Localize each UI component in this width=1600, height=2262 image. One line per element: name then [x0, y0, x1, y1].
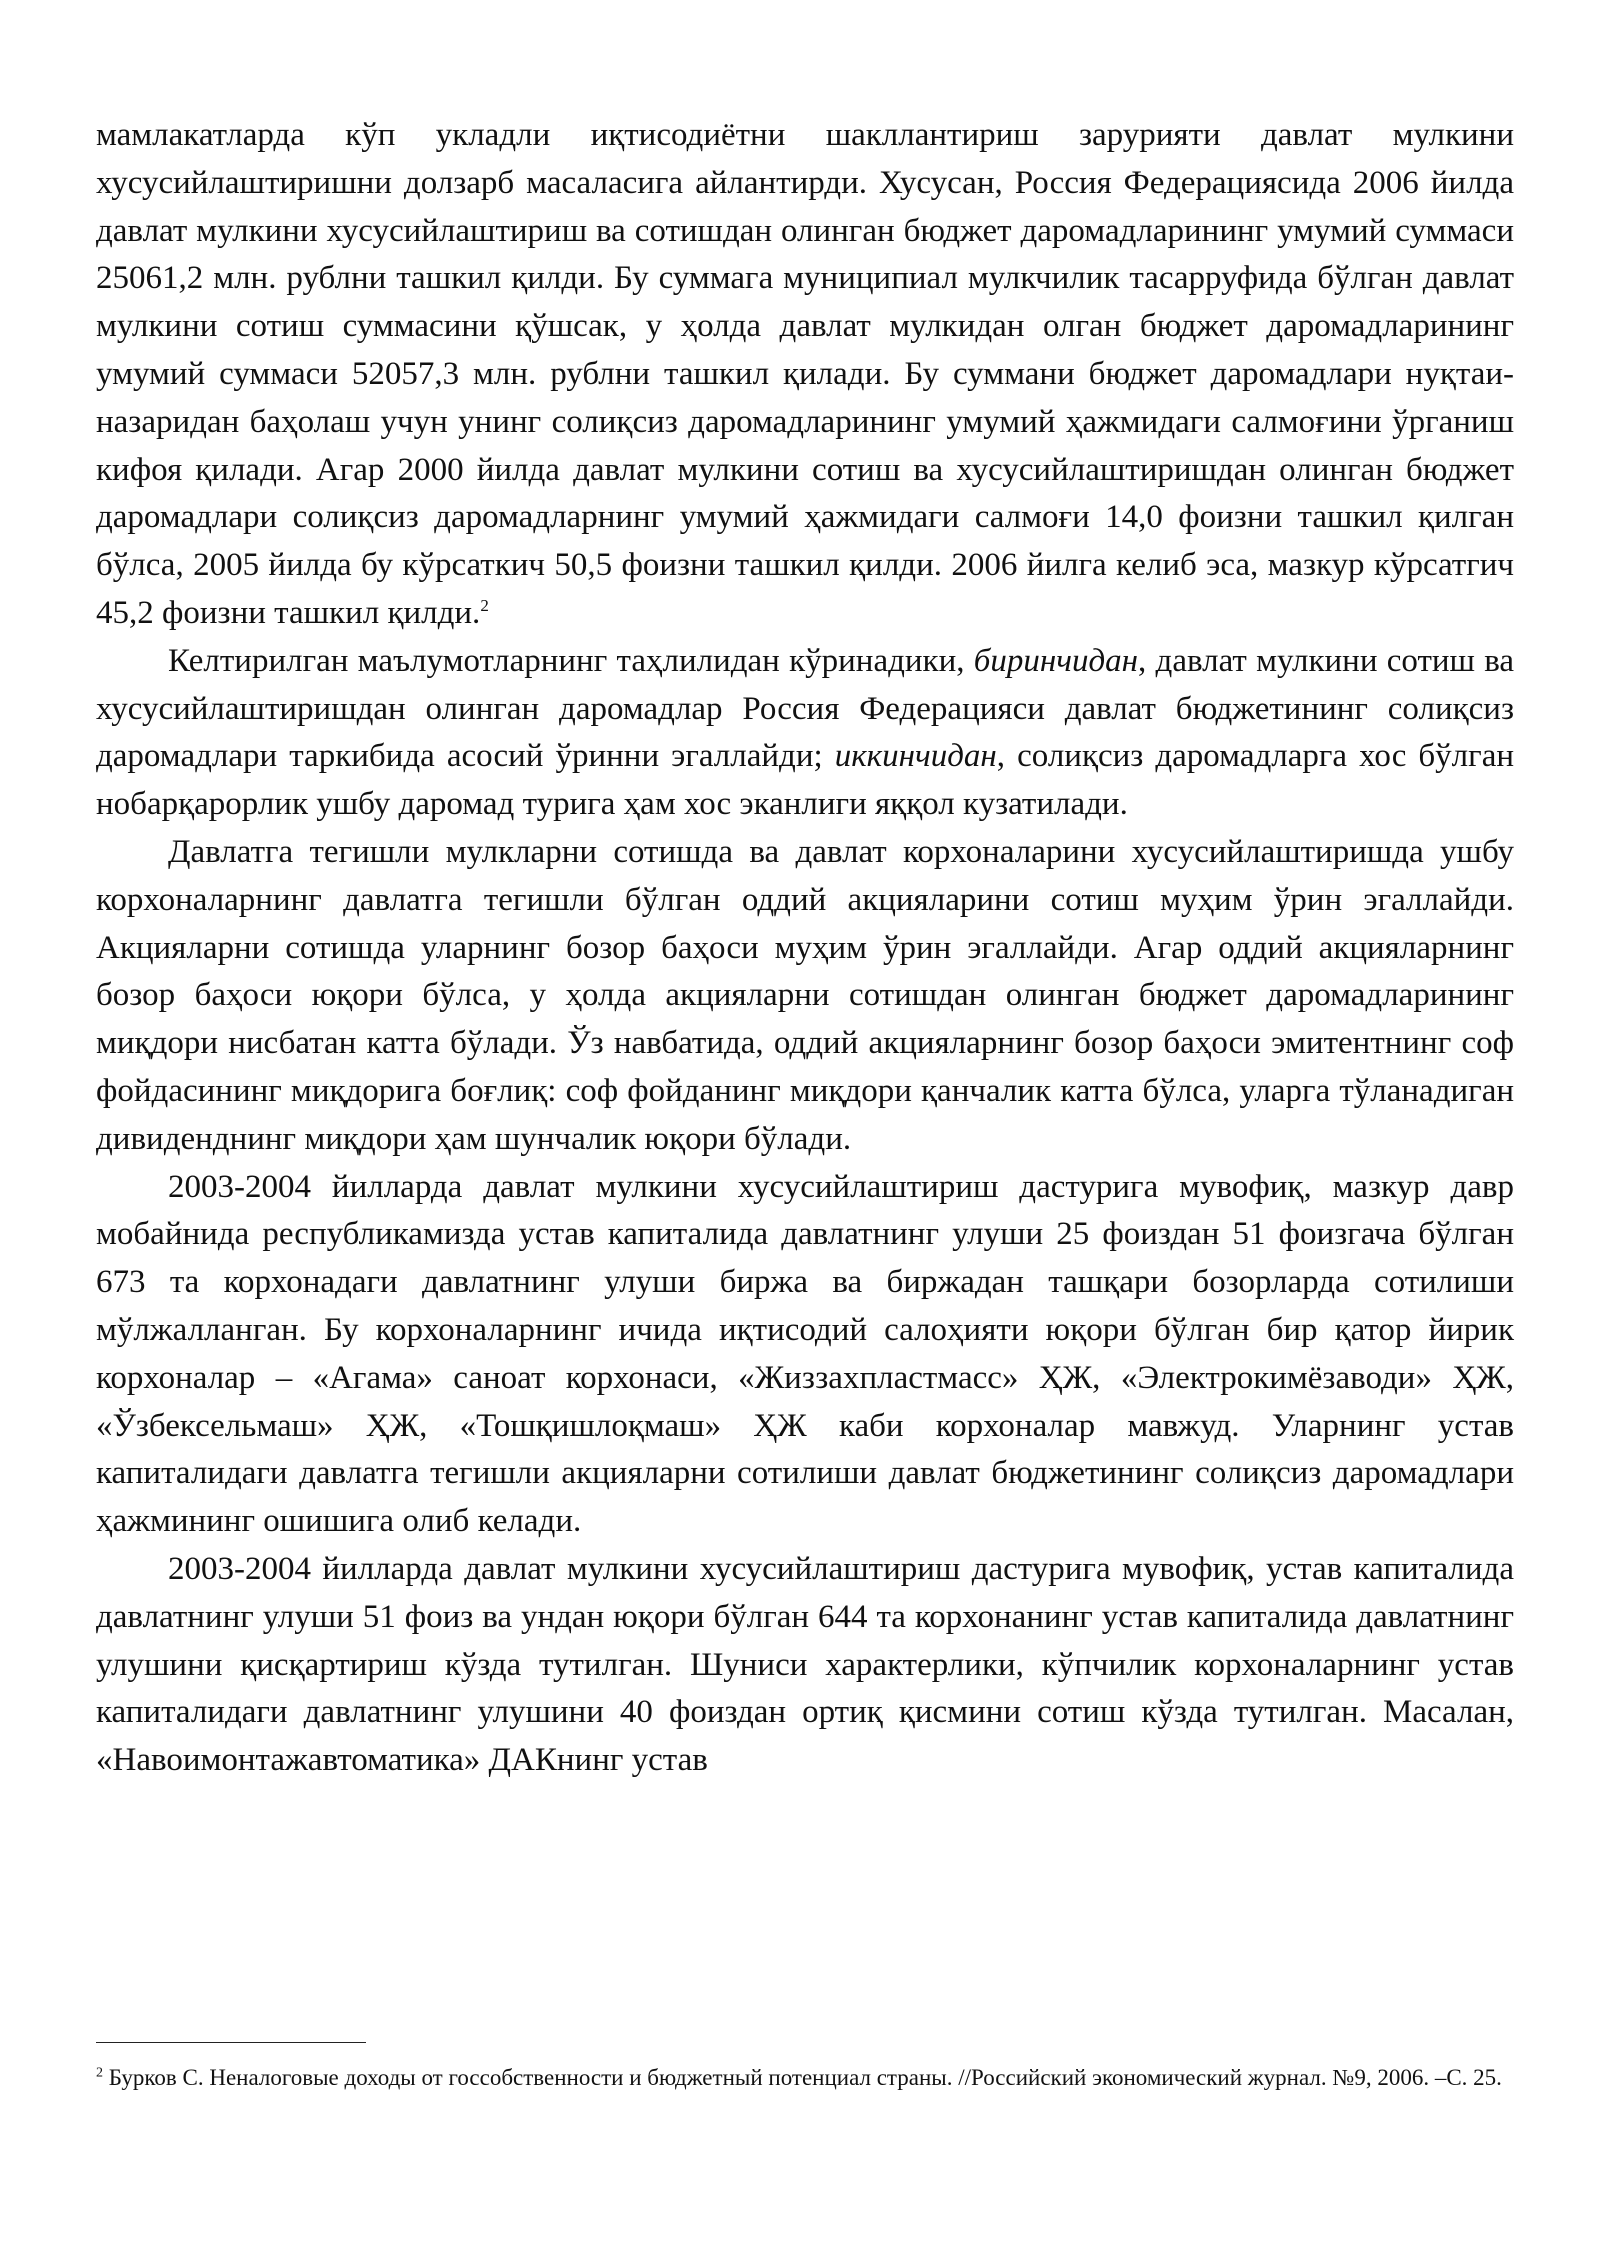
paragraph-5	[96, 1546, 1514, 1785]
footnote-separator	[96, 2042, 366, 2043]
document-body	[96, 112, 1514, 1785]
paragraph-3-text: Давлатга тегишли мулкларни сотишда ва давлат корхоналарини хусусийлаштиришда ушбу корхоналарнинг давлатга тегишли бўлган оддий акцияларини сотиш муҳим ўрин эгаллайди. Акцияларни сотишда уларнинг бозор баҳоси муҳим ўрин эгаллайди. Агар оддий акцияларнинг бозор баҳоси юқори бўлса, у ҳолда акцияларни сотишдан олинган бюджет даромадларининг миқдори нисбатан катта бўлади. Ўз навбатида, оддий акцияларнинг бозор баҳоси эмитентнинг соф фойдасининг миқдорига боғлиқ: соф фойданинг миқдори қанчалик катта бўлса, уларга тўланадиган дивиденднинг миқдори ҳам шунчалик юқори бўлади.	[96, 833, 1514, 1157]
paragraph-1-text: мамлакатларда кўп укладли иқтисодиётни шакллантириш зарурияти давлат мулкини хусусийлаштиришни долзарб масаласига айлантирди. Хусусан, Россия Федерациясида 2006 йилда давлат мулкини хусусийлаштириш ва сотишдан олинган бюджет даромадларининг умумий суммаси 25061,2 млн. рублни ташкил қилди. Бу суммага муниципиал мулкчилик тасарруфида бўлган давлат мулкини сотиш суммасини қўшсак, у ҳолда давлат мулкидан олган бюджет даромадларининг умумий суммаси 52057,3 млн. рублни ташкил қилади. Бу суммани бюджет даромадлари нуқтаи-назаридан баҳолаш учун унинг солиқсиз даромадларининг умумий ҳажмидаги салмоғини ўрганиш кифоя қилади. Агар 2000 йилда давлат мулкини сотиш ва хусусийлаштиришдан олинган бюджет даромадлари солиқсиз даромадларнинг умумий ҳажмидаги салмоғи 14,0 фоизни ташкил қилган бўлса, 2005 йилда бу кўрсаткич 50,5 фоизни ташкил қилди. 2006 йилга келиб эса, мазкур кўрсатгич 45,2 фоизни ташкил қилди.	[96, 117, 1514, 631]
footnote-text: Бурков С. Неналоговые доходы от госсобственности и бюджетный потенциал страны. //Российский экономический журнал. №9, 2006. –С. 25.	[103, 2065, 1502, 2090]
paragraph-2-emphasis-first: биринчидан	[973, 642, 1139, 679]
paragraph-4-text: 2003-2004 йилларда давлат мулкини хусусийлаштириш дастурига мувофиқ, мазкур давр мобайнида республикамизда устав капиталида давлатнинг улуши 25 фоиздан 51 фоизгача бўлган 673 та корхонадаги давлатнинг улуши биржа ва биржадан ташқари бозорларда сотилиши мўлжалланган. Бу корхоналарнинг ичида иқтисодий салоҳияти юқори бўлган бир қатор йирик корхоналар – «Агама» саноат корхонаси, «Жиззахпластмасс» ҲЖ, «Электрокимёзаводи» ҲЖ, «Ўзбексельмаш» ҲЖ, «Тошқишлоқмаш» ҲЖ каби корхоналар мавжуд. Уларнинг устав капиталидаги давлатга тегишли акцияларни сотилиши давлат бюджетининг солиқсиз даромадлари ҳажмининг ошишига олиб келади.	[96, 1168, 1514, 1540]
paragraph-2	[96, 638, 1514, 829]
paragraph-2-emphasis-second: иккинчидан	[834, 738, 997, 775]
paragraph-3	[96, 829, 1514, 1164]
footnote-reference[interactable]: 2	[480, 595, 489, 615]
paragraph-2-text-a: Келтирилган маълумотларнинг таҳлилидан кўринадики,	[168, 642, 974, 679]
paragraph-1	[96, 112, 1514, 638]
footnote-mark: 2	[96, 2065, 103, 2081]
paragraph-5-text: 2003-2004 йилларда давлат мулкини хусусийлаштириш дастурига мувофиқ, устав капиталида давлатнинг улуши 51 фоиз ва ундан юқори бўлган 644 та корхонанинг устав капиталида давлатнинг улушини қисқартириш кўзда тутилган. Шуниси характерлики, кўпчилик корхоналарнинг устав капиталидаги давлатнинг улушини 40 фоиздан ортиқ қисмини сотиш кўзда тутилган. Масалан, «Навоимонтажавтоматика» ДАКнинг устав	[96, 1550, 1514, 1779]
footnote	[96, 2062, 1514, 2093]
paragraph-2-text-c: , солиқсиз даромадларга хос бўлган нобарқарорлик ушбу даромад турига ҳам хос эканлиги яққол кузатилади.	[96, 738, 1514, 823]
paragraph-4	[96, 1164, 1514, 1546]
paragraph-2-text-b: , давлат мулкини сотиш ва хусусийлаштиришдан олинган даромадлар Россия Федерацияси давлат бюджетининг солиқсиз даромадлари таркибида асосий ўринни эгаллайди;	[96, 642, 1514, 775]
